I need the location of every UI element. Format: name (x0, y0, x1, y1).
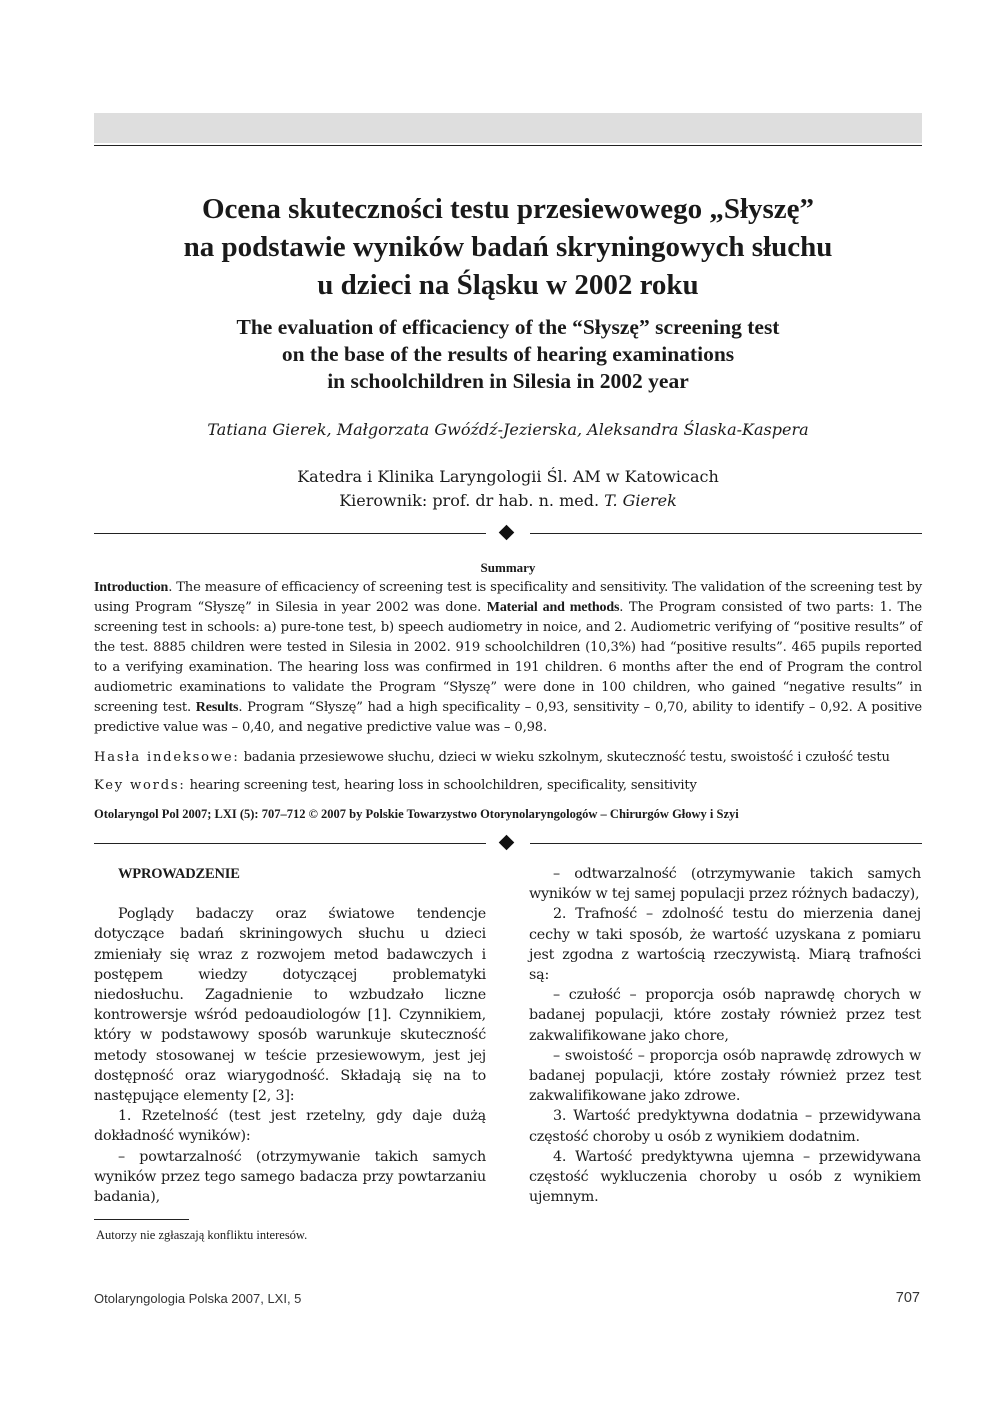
title-english-line: in schoolchildren in Silesia in 2002 year (327, 369, 689, 393)
department-head (94, 489, 922, 513)
page-number: 707 (895, 1290, 920, 1306)
keywords-polish-text: badania przesiewowe słuchu, dzieci w wieku szkolnym, skuteczność testu, swoistość i czułość testu (239, 750, 890, 765)
keywords-polish (94, 748, 922, 768)
authors: Tatiana Gierek, Małgorzata Gwóźdź-Jezierska, Aleksandra Ślaska-Kaspera (207, 420, 809, 439)
footnote-rule (94, 1219, 189, 1220)
body-paragraph: 4. Wartość predyktywna ujemna – przewidywana częstość wykluczenia choroby u osób z wynikiem ujemnym. (529, 1148, 921, 1206)
divider-line-left (94, 843, 486, 844)
title-polish (94, 190, 922, 304)
body-paragraph: Poglądy badaczy oraz światowe tendencje dotyczące badań skriningowych słuchu u dzieci zmieniały się wraz z rozwojem metod badawczych i postępem wiedzy dotyczącej problematyki niedosłuchu. Zagadnienie to wzbudzało liczne kontrowersje wśród pedoaudiologów [1]. Czynnikiem, który w podstawowy sposób warunkuje skuteczność metody stosowanej w teście przesiewowym, jest jej dostępność oraz wiarygodność. Składają się na to następujące elementy [2, 3]: (94, 906, 486, 1105)
body-paragraph: 2. Trafność – zdolność testu do mierzenia danej cechy w taki sposób, że wartość uzyskana z pomiaru jest zgodna z wartością rzeczywistą. Miarą trafności są: (529, 906, 921, 984)
divider-line-left (94, 533, 486, 534)
summary-text (94, 578, 922, 738)
keywords-english-label: Key words: (94, 778, 186, 793)
footer-journal: Otolaryngologia Polska 2007, LXI, 5 (94, 1291, 302, 1306)
section-heading: WPROWADZENIE (118, 866, 240, 882)
title-polish-line: na podstawie wyników badań skryningowych słuchu (183, 231, 833, 263)
department-head-name: T. Gierek (604, 491, 677, 510)
body-column-right (529, 864, 921, 1207)
title-english-line: on the base of the results of hearing examinations (281, 342, 735, 366)
department: Katedra i Klinika Laryngologii Śl. AM w Katowicach (297, 467, 719, 486)
body-paragraph: 1. Rzetelność (test jest rzetelny, gdy daje dużą dokładność wyników): (94, 1108, 486, 1145)
summary-heading: Summary (480, 560, 536, 575)
summary-methods-label: Material and methods (486, 600, 620, 615)
title-polish-line: Ocena skuteczności testu przesiewowego „Słyszę” (201, 193, 815, 225)
body-paragraph: – czułość – proporcja osób naprawdę chorych w badanej populacji, które zostały również przez test zakwalifikowane jako chore, (529, 987, 921, 1044)
body-paragraph: – powtarzalność (otrzymywanie takich samych wyników przez tego samego badacza przy powtarzaniu badania), (94, 1148, 486, 1206)
department-head-prefix: Kierownik: prof. dr hab. n. med. (339, 491, 605, 510)
header-rule (94, 145, 922, 146)
keywords-polish-label: Hasła indeksowe: (94, 750, 240, 765)
keywords-english-text: hearing screening test, hearing loss in schoolchildren, specificality, sensitivity (185, 778, 697, 793)
section-divider (94, 526, 922, 542)
divider-line-right (530, 533, 922, 534)
keywords-english (94, 776, 922, 796)
diamond-ornament-icon (499, 835, 515, 851)
body-paragraph: 3. Wartość predyktywna dodatnia – przewidywana częstość choroby u osób z wynikiem dodatnim. (529, 1108, 921, 1145)
summary-methods-text: . The Program consisted of two parts: 1. The screening test in schools: a) pure-tone test, b) speech audiometry in noice, and 2. Audiometric verifying of “positive results” of the test. 8885 children were tested in Silesia in 2002. 919 schoolchildren (10,3%) had “positive results”. 465 pupils reported to a verifying examination. The hearing loss was confirmed in 191 children. 6 months after the end of Program the control audiometric examinations to validate the Program “Słyszę” were done in 100 children, who gained “negative results” in screening test. (94, 600, 922, 715)
title-english (94, 314, 922, 395)
affiliation (94, 465, 922, 513)
citation: Otolaryngol Pol 2007; LXI (5): 707–712 © 2007 by Polskie Towarzystwo Otorynolaryngologów – Chirurgów Głowy i Szyi (94, 807, 739, 821)
summary-intro-text: . The measure of efficaciency of screening test is specificality and sensitivity. The validation of the screening test by using Program “Słyszę” in Silesia in year 2002 was done. (94, 580, 922, 615)
section-divider (94, 836, 922, 852)
summary-results-label: Results (195, 700, 239, 715)
summary-results-text: . Program “Słyszę” had a high specificality – 0,93, sensitivity – 0,70, ability to identify – 0,92. A positive predictive value was – 0,40, and negative predictive value was – 0,98. (94, 700, 922, 735)
footnote: Autorzy nie zgłaszają konfliktu interesów. (96, 1228, 308, 1242)
diamond-ornament-icon (499, 525, 515, 541)
divider-line-right (530, 843, 922, 844)
body-column-left (94, 864, 486, 1207)
summary-intro-label: Introduction (94, 580, 169, 595)
body-paragraph: – swoistość – proporcja osób naprawdę zdrowych w badanej populacji, które zostały również przez test zakwalifikowane jako zdrowe. (529, 1047, 921, 1105)
header-band (94, 113, 922, 143)
title-polish-line: u dzieci na Śląsku w 2002 roku (317, 269, 699, 301)
title-english-line: The evaluation of efficaciency of the “Słyszę” screening test (236, 315, 780, 339)
body-paragraph: – odtwarzalność (otrzymywanie takich samych wyników w tej samej populacji przez różnych badaczy), (529, 866, 921, 903)
